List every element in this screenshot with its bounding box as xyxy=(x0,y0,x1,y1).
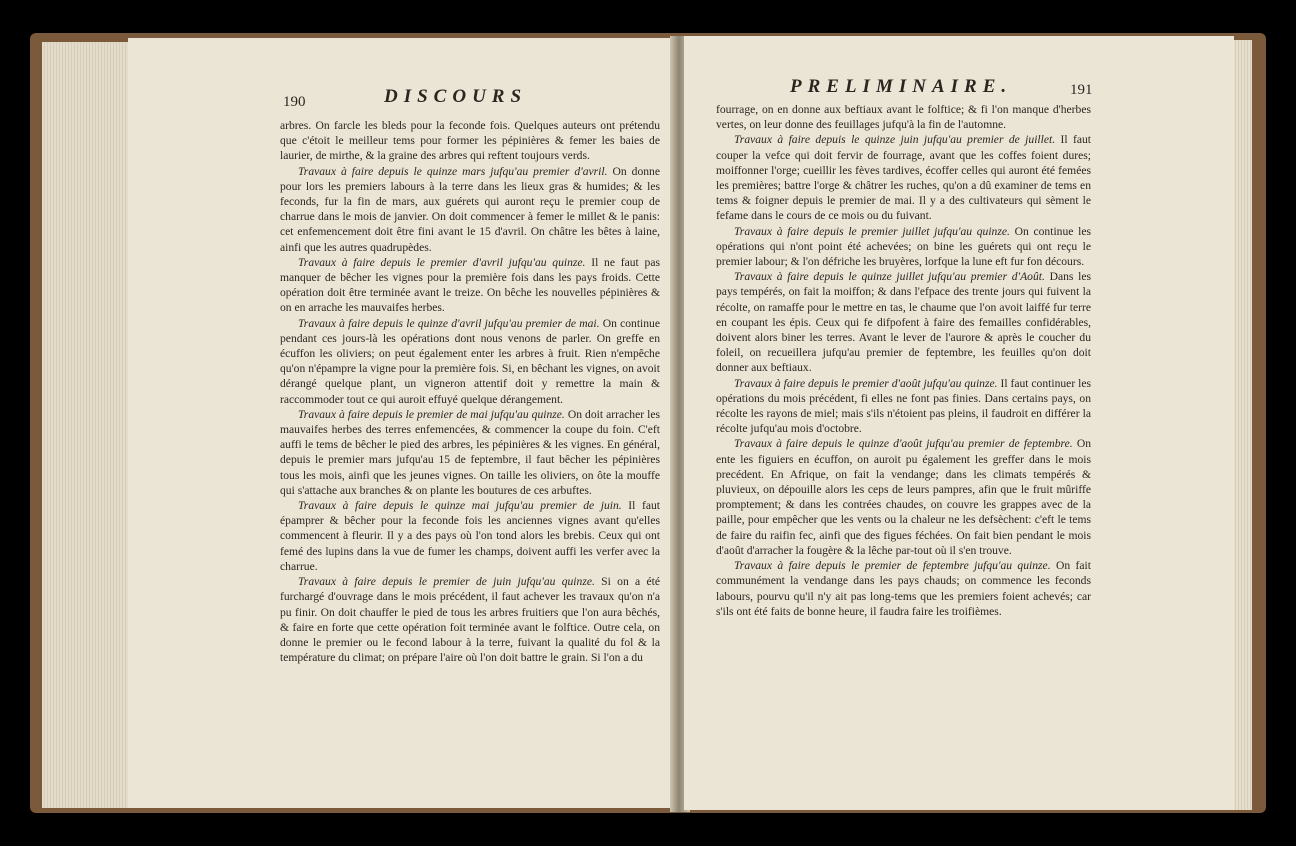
paragraph: fourrage, on en donne aux beftiaux avant le folftice; & fi l'on manque d'herbes vertes, on leur donne des feuillages jufqu'à la fin de l'automne. xyxy=(716,103,1091,132)
section-heading: Travaux à faire depuis le quinze juin jufqu'au premier de juillet. xyxy=(734,133,1056,147)
page-edges-left xyxy=(42,42,132,808)
paragraph: Travaux à faire depuis le quinze d'août jufqu'au premier de feptembre. On ente les figuiers en écuffon, on auroit pu également les greffer dans le mois precédent. En Afrique, on fait la vendange; dans les climats tempérés & pluvieux, on dépouille alors les ceps de leurs pampres, afin que le fruit mûriffe promptement; & dans les contrées chaudes, on couvre les grappes avec de la paille, pour empêcher que les vents ou la chaleur ne les defsèchent: c'eft le tems de faire du raifin fec, ainfi que des figues féchées. On fait bien pendant le mois d'août d'arracher la fougère & la lêche par-tout où il s'en trouve. xyxy=(716,437,1091,557)
section-heading: Travaux à faire depuis le premier de feptembre jufqu'au quinze. xyxy=(734,559,1051,573)
page-number: 191 xyxy=(1070,82,1093,98)
paragraph: Travaux à faire depuis le premier de feptembre jufqu'au quinze. On fait communément la vendange dans les pays chauds; on commence les feconds labours, pourvu qu'il n'y ait pas long-tems que les premiers foient achevés; car s'ils ont été faits de bonne heure, il faudra faire les troifièmes. xyxy=(716,559,1091,618)
paragraph: Travaux à faire depuis le quinze juillet jufqu'au premier d'Août. Dans les pays tempérés, on fait la moiffon; & dans l'efpace des trente jours qui fuivent la récolte, on ramaffe pour le mettre en tas, le chaume que l'on avoit laiffé fur terre en coupant les épis. Ceux qui fe difpofent à faire des femailles confidérables, doivent alors biner les terres. Avant le lever de l'aurore & après le coucher du foleil, on recueillera jufqu'au premier de feptembre, les feuilles qu'on doit donner aux beftiaux. xyxy=(716,270,1091,375)
section-heading: Travaux à faire depuis le quinze mars jufqu'au premier d'avril. xyxy=(298,164,608,178)
section-heading: Travaux à faire depuis le quinze mai jufqu'au premier de juin. xyxy=(298,499,622,513)
page-body xyxy=(716,102,1091,619)
section-heading: Travaux à faire depuis le quinze d'avril jufqu'au premier de mai. xyxy=(298,316,600,330)
paragraph: Travaux à faire depuis le premier de mai jufqu'au quinze. On doit arracher les mauvaifes herbes des terres enfemencées, & commencer la coupe du foin. C'eft auffi le tems de bêcher le pied des arbres, les pépinières & les vignes. En général, depuis le premier mars jufqu'au 15 de feptembre, il faut bêcher les pépinières tous les mois, ainfi que les jeunes vignes. On taille les oliviers, on ôte la mouffe qui s'attache aux branches & on plante les boutures de ces arbuftes. xyxy=(280,407,660,497)
paragraph: Travaux à faire depuis le quinze mai jufqu'au premier de juin. Il faut épamprer & bêcher pour la feconde fois les anciennes vignes avant qu'elles commencent à fleurir. Il y a des pays où l'on tond alors les brebis. Ceux qui ont femé des lupins dans la vue de fumer les champs, doivent auffi les verfer avec la charrue. xyxy=(280,499,661,573)
page-body xyxy=(280,118,660,665)
section-heading: Travaux à faire depuis le premier de juin jufqu'au quinze. xyxy=(298,575,595,589)
section-heading: Travaux à faire depuis le quinze juillet jufqu'au premier d'Août. xyxy=(734,270,1045,284)
section-heading: Travaux à faire depuis le premier d'août jufqu'au quinze. xyxy=(734,376,998,390)
paragraph: Travaux à faire depuis le quinze mars jufqu'au premier d'avril. On donne pour lors les premiers labours à la terre dans les lieux gras & humides; & les feconds, fur la fin de mars, aux guérets qui auront reçu le premier coup de charrue dans le mois de janvier. On doit commencer à femer le millet & le panis: cet enfemencement doit être fini avant le 15 d'avril. On châtre les bêtes à laine, ainfi que les autres quadrupèdes. xyxy=(280,164,660,254)
paragraph: Travaux à faire depuis le quinze d'avril jufqu'au premier de mai. On continue pendant ces jours-là les opérations dont nous venons de parler. On greffe en écuffon les oliviers; on peut également enter les arbres à fruit. Rien n'empêche qu'on n'épampre la vigne pour la première fois. Si, en bêchant les vignes, on avoit dérangé quelque plant, un vigneron attentif doit y remettre la main & raccommoder tout ce qui auroit effuyé quelque dérangement. xyxy=(280,316,660,406)
paragraph: Travaux à faire depuis le premier d'août jufqu'au quinze. Il faut continuer les opérations du mois précédent, fi elles ne font pas finies. Dans certains pays, on récolte les rayons de miel; mais s'ils n'étoient pas pleins, il faudroit en différer la récolte jufqu'au mois d'octobre. xyxy=(716,376,1091,436)
section-heading: Travaux à faire depuis le premier de mai jufqu'au quinze. xyxy=(298,407,565,421)
paragraph: Travaux à faire depuis le quinze juin jufqu'au premier de juillet. Il faut couper la vefce qui doit fervir de fourrage, avant que les coffes foient dures; moiffonner l'orge; cueillir les fèves tardives, écoffer celles qui auront été femées les premières; battre l'orge & châtrer les ruches, qu'on a dû examiner de tems en tems & foigner depuis le premier de mai. Il y a des cultivateurs qui sèment le fefame dans le cours de ce mois ou du fuivant. xyxy=(716,133,1091,223)
right-page xyxy=(684,36,1234,810)
paragraph: Travaux à faire depuis le premier d'avril jufqu'au quinze. Il ne faut pas manquer de bêcher les vignes pour la première fois dans les pays froids. Cette opération doit être terminée avant le treize. On bêche les nouvelles pépinières & on en arrache les mauvaifes herbes. xyxy=(280,255,660,315)
section-heading: Travaux à faire depuis le premier d'avril jufqu'au quinze. xyxy=(298,255,586,269)
section-heading: Travaux à faire depuis le premier juillet jufqu'au quinze. xyxy=(734,224,1010,238)
section-heading: Travaux à faire depuis le quinze d'août jufqu'au premier de feptembre. xyxy=(734,437,1073,451)
page-number: 190 xyxy=(283,94,306,110)
paragraph: Travaux à faire depuis le premier de juin jufqu'au quinze. Si on a été furchargé d'ouvrage dans le mois précédent, il faut achever les travaux qu'on n'a pu finir. On doit chauffer le pied de tous les arbres fruitiers que l'on aura bêchés, & faire en forte que cette opération foit terminée avant le folftice. Outre cela, on donne le premier ou le fecond labour à la terre, fuivant la qualité du fol & la température du climat; on prépare l'aire où l'on doit battre le grain. Si l'on a du xyxy=(280,575,660,665)
running-title: DISCOURS xyxy=(384,86,528,107)
paragraph: Travaux à faire depuis le premier juillet jufqu'au quinze. On continue les opérations qui n'ont point été achevées; on bine les guérets qui ont reçu le premier labour; & l'on défriche les bruyères, lorfque la lune eft fur fon décours. xyxy=(716,224,1091,269)
left-page xyxy=(128,38,674,808)
running-title: PRELIMINAIRE. xyxy=(790,76,1013,97)
paragraph: arbres. On farcle les bleds pour la feconde fois. Quelques auteurs ont prétendu que c'étoit le meilleur tems pour former les pépinières & femer les baies de laurier, de mirthe, & la graine des arbres qui reftent toujours verds. xyxy=(280,119,660,163)
